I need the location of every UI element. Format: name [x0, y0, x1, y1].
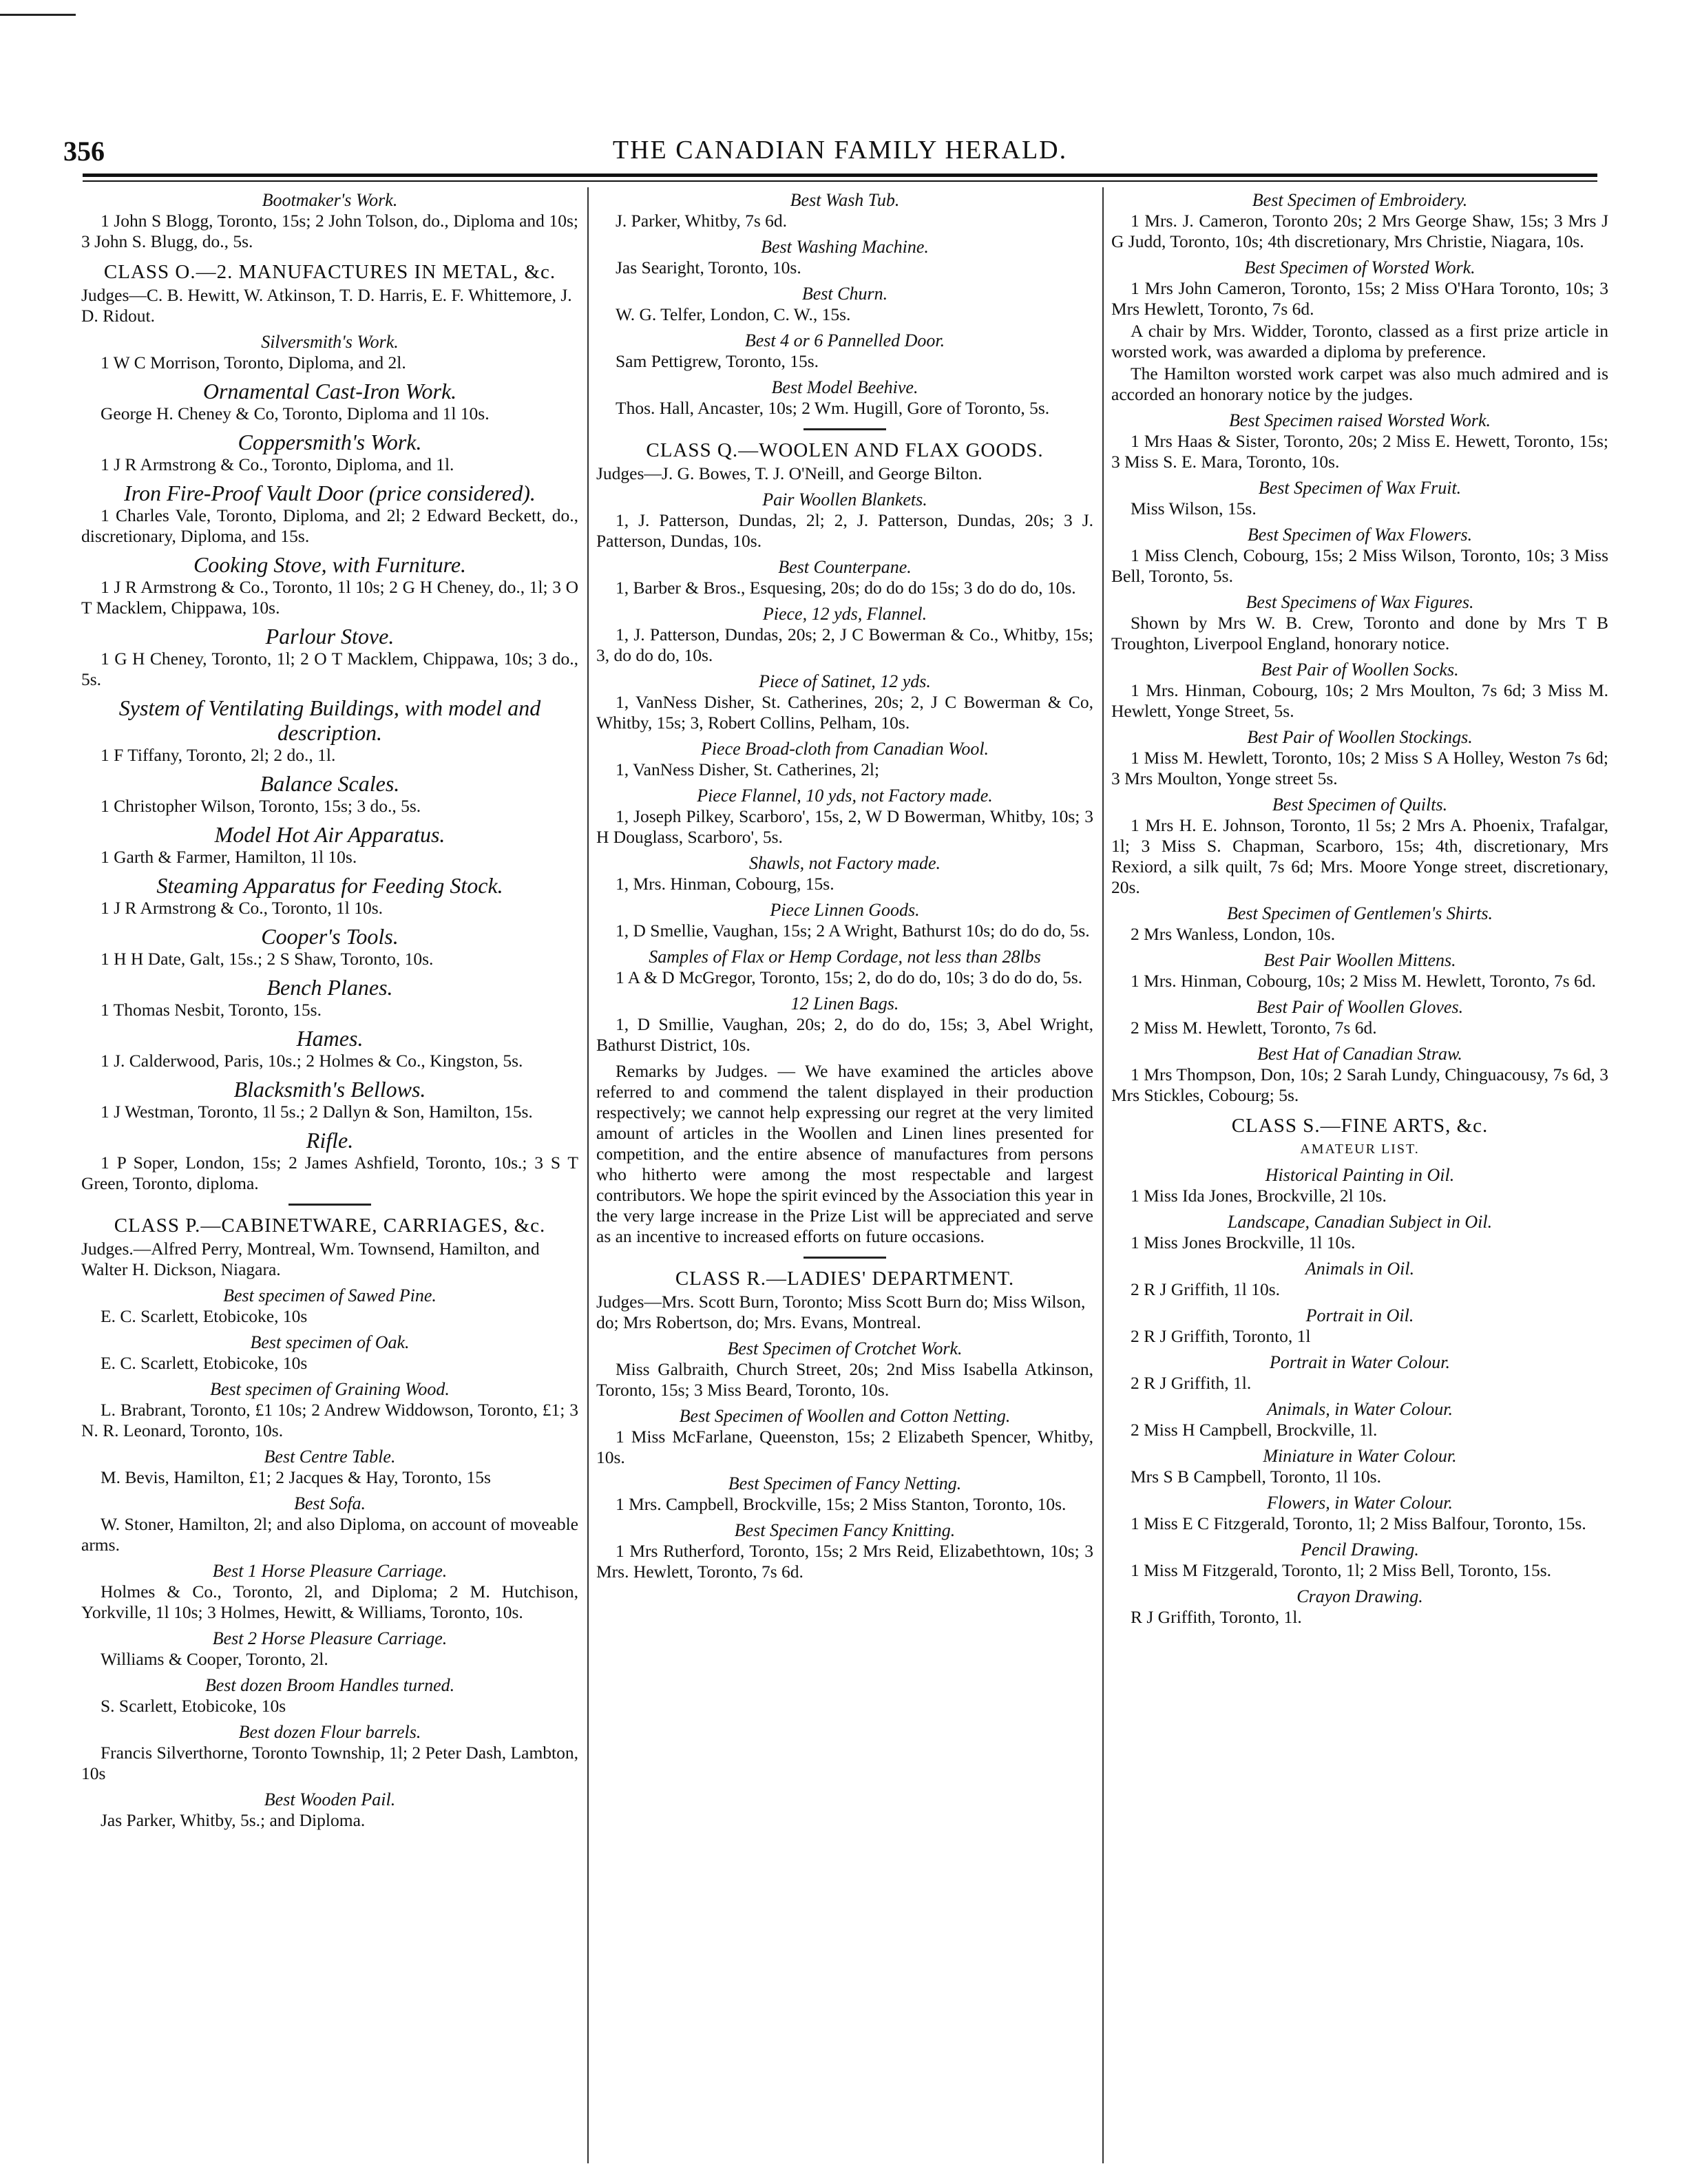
columns [81, 187, 1608, 2170]
prize-section [1111, 1115, 1608, 1159]
prize-category-heading: Landscape, Canadian Subject in Oil. [1227, 1212, 1493, 1232]
prize-section [596, 284, 1093, 325]
prize-category-heading: Best 1 Horse Pleasure Carriage. [212, 1561, 448, 1581]
prize-category-heading: Best Washing Machine. [761, 237, 929, 257]
prize-section [81, 822, 578, 868]
prize-section [81, 873, 578, 918]
class-heading: CLASS S.—FINE ARTS, &c. [1231, 1115, 1489, 1137]
prize-entry: The Hamilton worsted work carpet was also much admired and is accorded an honorary notice by the judges. [1111, 364, 1608, 404]
judges-list: Judges.—Alfred Perry, Montreal, Wm. Townsend, Hamilton, and Walter H. Dickson, Niagara. [81, 1239, 540, 1279]
prize-entry: 1 H H Date, Galt, 15s.; 2 S Shaw, Toronto, 10s. [101, 949, 434, 969]
prize-category-heading: Pair Woollen Blankets. [762, 490, 927, 510]
prize-section [596, 994, 1093, 1056]
corner-rule [0, 14, 76, 16]
prize-category-heading: Piece of Satinet, 12 yds. [759, 671, 931, 691]
column-3 [1111, 187, 1608, 2170]
prize-section [596, 671, 1093, 733]
prize-category-heading: Bootmaker's Work. [262, 190, 398, 210]
prize-category-heading: Balance Scales. [260, 771, 400, 796]
class-heading: CLASS O.—2. MANUFACTURES IN METAL, &c. [103, 261, 556, 283]
prize-entry: 1 Miss E C Fitzgerald, Toronto, 1l; 2 Miss Balfour, Toronto, 15s. [1131, 1513, 1586, 1533]
prize-section [1111, 592, 1608, 654]
prize-category-heading: Best Model Beehive. [771, 377, 918, 397]
prize-category-heading: Parlour Stove. [265, 624, 395, 649]
prize-entry: Sam Pettigrew, Toronto, 15s. [616, 351, 819, 371]
prize-entry: 2 R J Griffith, 1l. [1131, 1373, 1252, 1393]
prize-section [81, 1332, 578, 1374]
prize-section [596, 739, 1093, 780]
page-header [63, 135, 1617, 169]
prize-category-heading: Best Pair of Woollen Socks. [1261, 660, 1459, 680]
running-title: THE CANADIAN FAMILY HERALD. [612, 136, 1068, 165]
prize-section [81, 430, 578, 475]
prize-entry: Francis Silverthorne, Toronto Township, 1l; 2 Peter Dash, Lambton, 10s [81, 1743, 578, 1783]
prize-section [596, 853, 1093, 894]
prize-entry: L. Brabrant, Toronto, £1 10s; 2 Andrew Widdowson, Toronto, £1; 3 N. R. Leonard, Toronto, 10s. [81, 1400, 578, 1440]
judges-remarks: Remarks by Judges. — We have examined the articles above referred to and commend the talent displayed in their production respectively; we cannot help expressing our regret at the very limited amount of articles in the Woollen and Linen lines presented for competition, and the entire absence of manufactures from persons who hitherto were among the most respectable and largest contributors. We hope the spirit evinced by the Association this year in the very large increase in the Prize List will be appreciated and serve as an incentive to increased efforts on future occasions. [596, 1061, 1093, 1246]
prize-entry: Jas Parker, Whitby, 5s.; and Diploma. [101, 1810, 366, 1830]
prize-category-heading: Best Specimen Fancy Knitting. [734, 1520, 956, 1540]
prize-section [81, 379, 578, 424]
prize-entry: R J Griffith, Toronto, 1l. [1131, 1607, 1302, 1627]
prize-category-heading: Rifle. [306, 1128, 354, 1153]
prize-entry: 2 Mrs Wanless, London, 10s. [1131, 924, 1336, 944]
judges-list: Judges—C. B. Hewitt, W. Atkinson, T. D. Harris, E. F. Whittemore, J. D. Ridout. [81, 285, 572, 326]
section-rule [804, 428, 886, 430]
prize-entry: 1 W C Morrison, Toronto, Diploma, and 2l. [101, 353, 406, 372]
prize-section [1111, 1446, 1608, 1487]
prize-category-heading: Ornamental Cast-Iron Work. [202, 379, 457, 403]
prize-category-heading: Best Wooden Pail. [264, 1789, 396, 1809]
prize-category-heading: Best 2 Horse Pleasure Carriage. [212, 1628, 448, 1648]
prize-entry: 1 P Soper, London, 15s; 2 James Ashfield, Toronto, 10s.; 3 S T Green, Toronto, diploma. [81, 1153, 578, 1193]
prize-section [596, 1473, 1093, 1515]
prize-category-heading: Best specimen of Graining Wood. [210, 1379, 450, 1399]
prize-section [1111, 727, 1608, 789]
prize-section [1111, 1212, 1608, 1253]
header-rule [83, 174, 1597, 177]
prize-category-heading: Silversmith's Work. [261, 332, 399, 352]
prize-category-heading: Piece, 12 yds, Flannel. [762, 604, 927, 624]
prize-category-heading: Samples of Flax or Hemp Cordage, not less than 28lbs [649, 947, 1041, 967]
prize-category-heading: Best Specimen of Wax Fruit. [1258, 478, 1462, 498]
prize-entry: 1 J R Armstrong & Co., Toronto, 1l 10s. [101, 898, 384, 918]
prize-entry: 1 Mrs John Cameron, Toronto, 15s; 2 Miss O'Hara Toronto, 10s; 3 Mrs Hewlett, Toronto, 7s 6d. [1111, 278, 1608, 319]
prize-section [81, 1493, 578, 1555]
class-heading: CLASS Q.—WOOLEN AND FLAX GOODS. [646, 439, 1044, 461]
prize-category-heading: Best Specimen of Embroidery. [1252, 190, 1468, 210]
prize-category-heading: Best Specimen of Gentlemen's Shirts. [1226, 903, 1493, 923]
prize-entry: W. G. Telfer, London, C. W., 15s. [616, 304, 851, 324]
prize-entry: 1 J R Armstrong & Co., Toronto, 1l 10s; 2 G H Cheney, do., 1l; 3 O T Macklem, Chippawa, 10s. [81, 577, 578, 618]
prize-section [81, 1675, 578, 1716]
prize-category-heading: Cooking Stove, with Furniture. [193, 552, 467, 577]
prize-entry: 1 Mrs. Hinman, Cobourg, 10s; 2 Mrs Moulton, 7s 6d; 3 Miss M. Hewlett, Yonge Street, 5s. [1111, 680, 1608, 721]
prize-section [1111, 525, 1608, 587]
prize-section [1111, 410, 1608, 472]
prize-section [81, 1215, 578, 1280]
judges-list: Judges—Mrs. Scott Burn, Toronto; Miss Scott Burn do; Miss Wilson, do; Mrs Robertson, do; Mrs. Evans, Montreal. [596, 1292, 1086, 1332]
prize-section [1111, 795, 1608, 898]
prize-entry: 2 Miss M. Hewlett, Toronto, 7s 6d. [1131, 1018, 1377, 1038]
prize-section [81, 190, 578, 252]
prize-category-heading: Iron Fire-Proof Vault Door (price considered). [124, 481, 536, 505]
prize-entry: 1 Mrs Thompson, Don, 10s; 2 Sarah Lundy, Chinguacousy, 7s 6d, 3 Mrs Stickles, Cobourg; 5s. [1111, 1064, 1608, 1105]
prize-entry: 1 Mrs. J. Cameron, Toronto 20s; 2 Mrs George Shaw, 15s; 3 Mrs J G Judd, Toronto, 10s; 4th discretionary, Mrs Christie, Niagara, 10s. [1111, 211, 1608, 251]
prize-entry: 1 F Tiffany, Toronto, 2l; 2 do., 1l. [101, 745, 336, 765]
section-rule [804, 1257, 886, 1259]
prize-section [1111, 1493, 1608, 1534]
prize-category-heading: Best 4 or 6 Pannelled Door. [744, 330, 945, 350]
prize-section [81, 1789, 578, 1831]
prize-section [1111, 1586, 1608, 1628]
section-rule [288, 1204, 371, 1206]
prize-entry: M. Bevis, Hamilton, £1; 2 Jacques & Hay, Toronto, 15s [101, 1467, 491, 1487]
prize-section [81, 1026, 578, 1071]
prize-category-heading: Model Hot Air Apparatus. [214, 822, 445, 847]
prize-entry: 1 Miss Ida Jones, Brockville, 2l 10s. [1131, 1186, 1387, 1206]
prize-entry: Mrs S B Campbell, Toronto, 1l 10s. [1131, 1467, 1381, 1487]
prize-category-heading: Historical Painting in Oil. [1265, 1165, 1455, 1185]
prize-section [596, 237, 1093, 278]
prize-category-heading: Best Specimen of Wax Flowers. [1247, 525, 1473, 545]
prize-section [1111, 1540, 1608, 1581]
prize-entry: 1 Miss M. Hewlett, Toronto, 10s; 2 Miss S A Holley, Weston 7s 6d; 3 Mrs Moulton, Yonge street 5s. [1111, 748, 1608, 788]
prize-section [596, 1406, 1093, 1468]
prize-section [81, 1379, 578, 1441]
prize-category-heading: Portrait in Oil. [1305, 1305, 1414, 1325]
prize-section [1111, 1259, 1608, 1300]
prize-entry: 1 Christopher Wilson, Toronto, 15s; 3 do., 5s. [101, 796, 421, 816]
prize-section [81, 1722, 578, 1784]
prize-entry: 1 Mrs H. E. Johnson, Toronto, 1l 5s; 2 Mrs A. Phoenix, Trafalgar, 1l; 3 Miss S. Chapman, Scarboro, 15s; 4th, discretionary, Mrs Rexiord, a silk quilt, 7s 6d; Mrs. Moore Yonge street, discretionary, 20s. [1111, 815, 1608, 897]
judges-list: Judges—J. G. Bowes, T. J. O'Neill, and George Bilton. [596, 463, 983, 483]
prize-category-heading: Hames. [296, 1026, 364, 1051]
prize-entry: 1 Miss M Fitzgerald, Toronto, 1l; 2 Miss Bell, Toronto, 15s. [1131, 1560, 1552, 1580]
prize-entry: 1 John S Blogg, Toronto, 15s; 2 John Tolson, do., Diploma and 10s; 3 John S. Blugg, do., 5s. [81, 211, 578, 251]
prize-category-heading: Shawls, not Factory made. [748, 853, 941, 873]
prize-section [596, 330, 1093, 372]
prize-section [1111, 1165, 1608, 1206]
prize-category-heading: 12 Linen Bags. [790, 994, 899, 1014]
class-heading: CLASS P.—CABINETWARE, CARRIAGES, &c. [114, 1215, 546, 1237]
prize-entry: 1 Miss Clench, Cobourg, 15s; 2 Miss Wilson, Toronto, 10s; 3 Miss Bell, Toronto, 5s. [1111, 545, 1608, 586]
prize-category-heading: System of Ventilating Buildings, with model and description. [118, 695, 541, 745]
prize-category-heading: Best Pair Woollen Mittens. [1263, 950, 1456, 970]
prize-entry: 1, J. Patterson, Dundas, 20s; 2, J C Bowerman & Co., Whitby, 15s; 3, do do do, 10s. [596, 624, 1093, 665]
prize-entry: 1, VanNess Disher, St. Catherines, 20s; 2, J C Bowerman & Co, Whitby, 15s; 3, Robert Collins, Pelham, 10s. [596, 692, 1093, 733]
prize-entry: 1 Thomas Nesbit, Toronto, 15s. [101, 1000, 322, 1020]
prize-section [81, 262, 578, 326]
prize-section [596, 377, 1093, 430]
prize-entry: 1 J. Calderwood, Paris, 10s.; 2 Holmes & Co., Kingston, 5s. [101, 1051, 523, 1071]
prize-section [81, 332, 578, 373]
prize-section [81, 1128, 578, 1206]
prize-entry: Miss Galbraith, Church Street, 20s; 2nd Miss Isabella Atkinson, Toronto, 15s; 3 Miss Beard, Toronto, 10s. [596, 1359, 1093, 1400]
prize-section [596, 1520, 1093, 1582]
prize-entry: 1 Mrs Rutherford, Toronto, 15s; 2 Mrs Reid, Elizabethtown, 10s; 3 Mrs. Hewlett, Toronto, 7s 6d. [596, 1541, 1093, 1582]
prize-entry: 1 Charles Vale, Toronto, Diploma, and 2l; 2 Edward Beckett, do., discretionary, Diploma, and 15s. [81, 505, 578, 546]
prize-section [81, 1628, 578, 1670]
prize-section [81, 975, 578, 1020]
prize-entry: 1 A & D McGregor, Toronto, 15s; 2, do do do, 10s; 3 do do do, 5s. [616, 967, 1083, 987]
prize-entry: 1, Barber & Bros., Esquesing, 20s; do do do 15s; 3 do do do, 10s. [616, 578, 1076, 598]
prize-category-heading: Animals, in Water Colour. [1267, 1399, 1453, 1419]
prize-section [81, 624, 578, 690]
prize-category-heading: Pencil Drawing. [1301, 1540, 1419, 1560]
prize-entry: 2 R J Griffith, 1l 10s. [1131, 1279, 1280, 1299]
prize-category-heading: Miniature in Water Colour. [1263, 1446, 1457, 1466]
prize-section [81, 1447, 578, 1488]
prize-category-heading: Piece Linnen Goods. [770, 900, 920, 920]
prize-entry: 1 J R Armstrong & Co., Toronto, Diploma, and 1l. [101, 454, 454, 474]
prize-category-heading: Best dozen Broom Handles turned. [204, 1675, 455, 1695]
prize-entry: Williams & Cooper, Toronto, 2l. [101, 1649, 328, 1669]
prize-category-heading: Blacksmith's Bellows. [233, 1077, 426, 1102]
prize-entry: 1, D Smellie, Vaughan, 15s; 2 A Wright, Bathurst 10s; do do do, 5s. [616, 921, 1090, 941]
column-2 [596, 187, 1093, 2170]
prize-entry: 1, VanNess Disher, St. Catherines, 2l; [616, 759, 880, 779]
prize-section [1111, 1305, 1608, 1347]
prize-section [1111, 1044, 1608, 1106]
prize-entry: 2 R J Griffith, Toronto, 1l [1131, 1326, 1311, 1346]
page-number: 356 [63, 136, 105, 167]
prize-section [1111, 950, 1608, 991]
prize-entry: 1, J. Patterson, Dundas, 2l; 2, J. Patterson, Dundas, 20s; 3 J. Patterson, Dundas, 10s. [596, 510, 1093, 551]
prize-entry: 1 Mrs. Hinman, Cobourg, 10s; 2 Miss M. Hewlett, Toronto, 7s 6d. [1131, 971, 1596, 991]
prize-entry: Thos. Hall, Ancaster, 10s; 2 Wm. Hugill, Gore of Toronto, 5s. [616, 398, 1050, 418]
prize-category-heading: Best Sofa. [294, 1493, 366, 1513]
prize-category-heading: Best Specimens of Wax Figures. [1246, 592, 1474, 612]
prize-entry: 1, Joseph Pilkey, Scarboro', 15s, 2, W D Bowerman, Whitby, 10s; 3 H Douglass, Scarboro', 5s. [596, 806, 1093, 847]
prize-section [596, 190, 1093, 231]
prize-section [1111, 478, 1608, 519]
prize-entry: Shown by Mrs W. B. Crew, Toronto and done by Mrs T B Troughton, Liverpool England, honorary notice. [1111, 613, 1608, 653]
prize-category-heading: Piece Broad-cloth from Canadian Wool. [700, 739, 989, 759]
class-heading: CLASS R.—LADIES' DEPARTMENT. [675, 1268, 1015, 1290]
prize-category-heading: Portrait in Water Colour. [1270, 1352, 1450, 1372]
prize-entry: 1, D Smillie, Vaughan, 20s; 2, do do do, 15s; 3, Abel Wright, Bathurst District, 10s. [596, 1014, 1093, 1055]
prize-entry: 1, Mrs. Hinman, Cobourg, 15s. [616, 874, 834, 894]
prize-section [81, 924, 578, 969]
prize-category-heading: Best Churn. [801, 284, 888, 304]
prize-entry: Jas Searight, Toronto, 10s. [616, 258, 801, 277]
prize-section [1111, 997, 1608, 1038]
prize-entry: S. Scarlett, Etobicoke, 10s [101, 1696, 286, 1716]
header-rule-thin [83, 180, 1597, 182]
prize-section [596, 1268, 1093, 1333]
prize-category-heading: Best dozen Flour barrels. [238, 1722, 421, 1742]
prize-category-heading: Crayon Drawing. [1296, 1586, 1423, 1606]
prize-category-heading: Coppersmith's Work. [238, 430, 422, 454]
prize-category-heading: Best Specimen of Crotchet Work. [727, 1338, 963, 1358]
prize-section [81, 1561, 578, 1623]
prize-entry: 1 Mrs. Campbell, Brockville, 15s; 2 Miss Stanton, Toronto, 10s. [616, 1494, 1067, 1514]
prize-entry: George H. Cheney & Co, Toronto, Diploma and 1l 10s. [101, 403, 490, 423]
prize-category-heading: Piece Flannel, 10 yds, not Factory made. [697, 786, 993, 806]
prize-section [1111, 190, 1608, 252]
column-divider [587, 187, 589, 2163]
prize-section [596, 1061, 1093, 1259]
prize-section [1111, 1399, 1608, 1440]
prize-section [596, 440, 1093, 484]
prize-section [596, 604, 1093, 666]
prize-category-heading: Best specimen of Oak. [250, 1332, 410, 1352]
prize-section [81, 771, 578, 817]
prize-category-heading: Animals in Oil. [1305, 1259, 1415, 1279]
prize-entry: Miss Wilson, 15s. [1131, 498, 1257, 518]
prize-entry: E. C. Scarlett, Etobicoke, 10s [101, 1353, 308, 1373]
prize-category-heading: Best Pair of Woollen Stockings. [1247, 727, 1473, 747]
prize-section [81, 1285, 578, 1327]
prize-section [1111, 258, 1608, 405]
prize-category-heading: Steaming Apparatus for Feeding Stock. [156, 873, 503, 898]
prize-section [596, 1338, 1093, 1400]
prize-category-heading: Best Specimen of Woollen and Cotton Netting. [679, 1406, 1011, 1426]
prize-category-heading: Best Specimen raised Worsted Work. [1228, 410, 1491, 430]
prize-section [81, 481, 578, 547]
prize-entry: 1 Miss Jones Brockville, 1l 10s. [1131, 1232, 1356, 1252]
prize-category-heading: Bench Planes. [266, 975, 393, 1000]
prize-section [81, 1077, 578, 1122]
prize-category-heading: Flowers, in Water Colour. [1267, 1493, 1453, 1513]
prize-section [596, 947, 1093, 988]
prize-section [596, 557, 1093, 598]
prize-entry: W. Stoner, Hamilton, 2l; and also Diploma, on account of moveable arms. [81, 1514, 578, 1555]
prize-section [596, 490, 1093, 552]
prize-entry: Holmes & Co., Toronto, 2l, and Diploma; 2 M. Hutchison, Yorkville, 1l 10s; 3 Holmes, Hewitt, & Williams, Toronto, 10s. [81, 1582, 578, 1622]
prize-section [1111, 660, 1608, 722]
prize-section [81, 695, 578, 766]
prize-category-heading: Best Specimen of Worsted Work. [1244, 258, 1475, 277]
prize-entry: 1 Miss McFarlane, Queenston, 15s; 2 Elizabeth Spencer, Whitby, 10s. [596, 1427, 1093, 1467]
prize-category-heading: Best Pair of Woollen Gloves. [1256, 997, 1464, 1017]
prize-entry: 1 G H Cheney, Toronto, 1l; 2 O T Macklem, Chippawa, 10s; 3 do., 5s. [81, 649, 578, 689]
prize-category-heading: Best Counterpane. [778, 557, 912, 577]
prize-category-heading: Best Hat of Canadian Straw. [1257, 1044, 1462, 1064]
column-1 [81, 187, 578, 2170]
prize-section [1111, 1352, 1608, 1394]
prize-entry: A chair by Mrs. Widder, Toronto, classed as a first prize article in worsted work, was awarded a diploma by preference. [1111, 321, 1608, 361]
list-label: AMATEUR LIST. [1300, 1142, 1420, 1157]
prize-section [596, 900, 1093, 941]
prize-category-heading: Best Centre Table. [264, 1447, 396, 1467]
prize-category-heading: Best Specimen of Fancy Netting. [728, 1473, 962, 1493]
prize-section [81, 552, 578, 618]
prize-section [1111, 903, 1608, 945]
prize-category-heading: Best specimen of Sawed Pine. [223, 1285, 437, 1305]
prize-entry: E. C. Scarlett, Etobicoke, 10s [101, 1306, 308, 1326]
prize-entry: 1 J Westman, Toronto, 1l 5s.; 2 Dallyn & Son, Hamilton, 15s. [101, 1102, 533, 1122]
prize-category-heading: Best Wash Tub. [790, 190, 900, 210]
prize-entry: J. Parker, Whitby, 7s 6d. [616, 211, 787, 231]
column-divider [1102, 187, 1104, 2163]
prize-category-heading: Best Specimen of Quilts. [1272, 795, 1448, 815]
prize-entry: 1 Mrs Haas & Sister, Toronto, 20s; 2 Miss E. Hewett, Toronto, 15s; 3 Miss S. E. Mara, Toronto, 10s. [1111, 431, 1608, 472]
prize-entry: 1 Garth & Farmer, Hamilton, 1l 10s. [101, 847, 357, 867]
prize-category-heading: Cooper's Tools. [261, 924, 399, 949]
prize-entry: 2 Miss H Campbell, Brockville, 1l. [1131, 1420, 1378, 1440]
prize-section [596, 786, 1093, 848]
